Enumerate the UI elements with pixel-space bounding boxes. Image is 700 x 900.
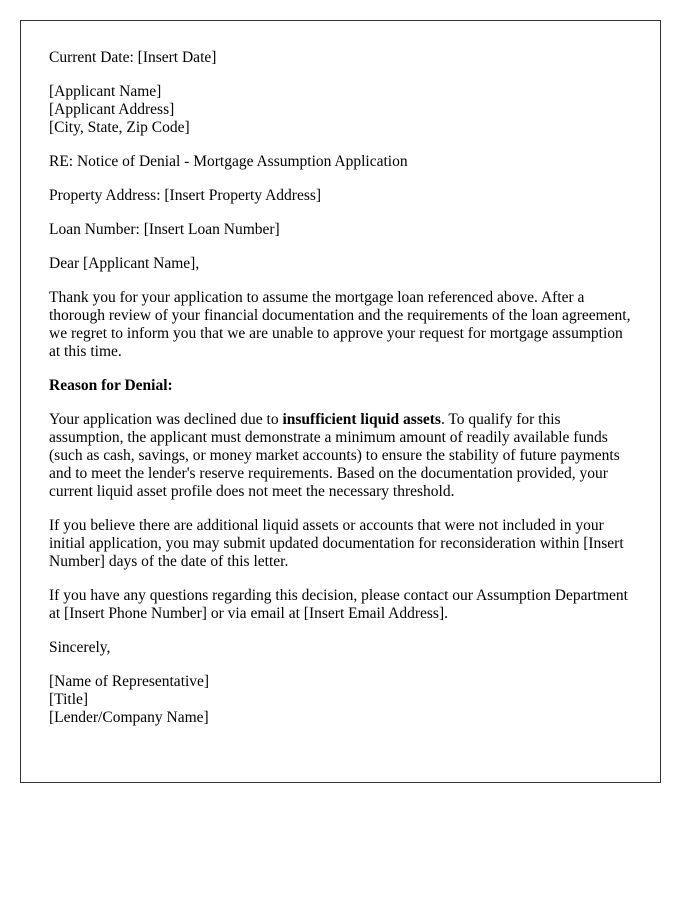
closing: Sincerely,	[49, 639, 111, 656]
reconsideration-paragraph: If you believe there are additional liquid assets or accounts that were not included in your initial application, you may submit updated documentation for reconsideration within [Insert Number] days of the date of this letter.	[49, 517, 624, 570]
reason-text-before: Your application was declined due to	[49, 411, 283, 428]
reason-paragraph	[49, 411, 632, 501]
contact-paragraph: If you have any questions regarding this decision, please contact our Assumption Department at [Insert Phone Number] or via email at [Insert Email Address].	[49, 587, 628, 622]
salutation: Dear [Applicant Name],	[49, 255, 200, 272]
signature-name: [Name of Representative]	[49, 673, 210, 690]
loan-line: Loan Number: [Insert Loan Number]	[49, 221, 280, 238]
signature-title: [Title]	[49, 691, 89, 708]
property-line: Property Address: [Insert Property Address]	[49, 187, 322, 204]
recipient-city: [City, State, Zip Code]	[49, 119, 190, 136]
reason-text-after: . To qualify for this assumption, the applicant must demonstrate a minimum amount of readily available funds (such as cash, savings, or money market accounts) to ensure the stability of future payments and to meet the lender's reserve requirements. Based on the documentation provided, your current liquid asset profile does not meet the necessary threshold.	[49, 411, 620, 500]
reason-heading	[49, 377, 632, 395]
date-line: Current Date: [Insert Date]	[49, 49, 217, 66]
letter	[20, 20, 661, 783]
recipient-name: [Applicant Name]	[49, 83, 162, 100]
re-line: RE: Notice of Denial - Mortgage Assumption Application	[49, 153, 408, 170]
reason-text-bold: insufficient liquid assets	[282, 411, 441, 428]
signature-block	[49, 673, 632, 727]
reason-heading-text: Reason for Denial:	[49, 377, 173, 394]
recipient-address: [Applicant Address]	[49, 101, 175, 118]
intro-paragraph: Thank you for your application to assume the mortgage loan referenced above. After a thorough review of your financial documentation and the requirements of the loan agreement, we regret to inform you that we are unable to approve your request for mortgage assumption at this time.	[49, 289, 631, 360]
recipient-block	[49, 83, 632, 137]
signature-company: [Lender/Company Name]	[49, 709, 209, 726]
